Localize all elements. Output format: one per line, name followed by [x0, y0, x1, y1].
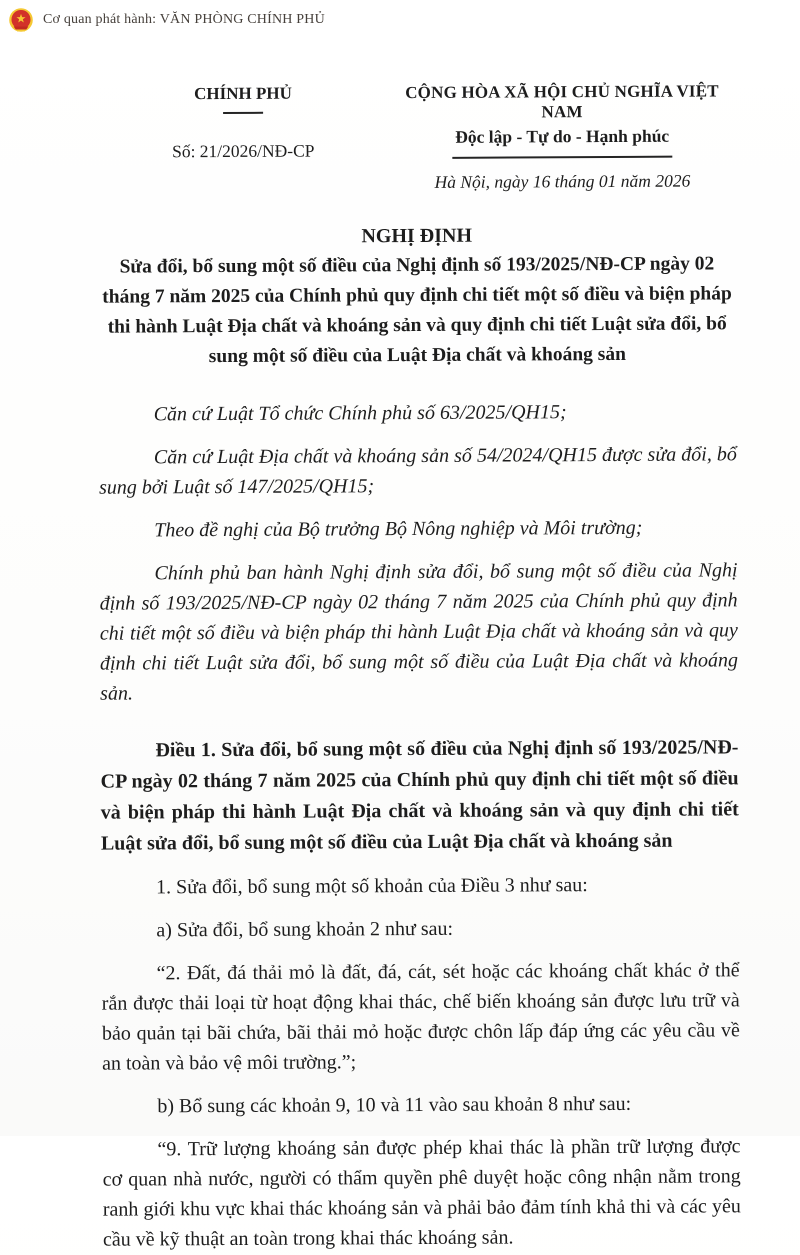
vietnam-national-emblem-icon [8, 7, 34, 33]
issuer-bar-label: Cơ quan phát hành: VĂN PHÒNG CHÍNH PHỦ [43, 12, 325, 27]
article-1-point-a: a) Sửa đổi, bổ sung khoản 2 như sau: [156, 917, 454, 942]
document-type-title: NGHỊ ĐỊNH [361, 224, 473, 248]
preamble-paragraph-2: Căn cứ Luật Địa chất và khoáng sản số 54/2024/QH15 được sửa đổi, bổ sung bởi Luật số 147/2025/QH15; [98, 443, 737, 499]
article-1-heading: Điều 1. Sửa đổi, bổ sung một số điều của Nghị định số 193/2025/NĐ-CP ngày 02 tháng 7 năm 2025 của Chính phủ quy định chi tiết một số điều và biện pháp thi hành Luật Địa chất và khoáng sản và quy định chi tiết Luật sửa đổi, bổ sung một số điều của Luật Địa chất và khoáng sản [100, 736, 739, 855]
article-1-quoted-clause-9: “9. Trữ lượng khoáng sản được phép khai thác là phần trữ lượng được cơ quan nhà nước, người có thẩm quyền phê duyệt hoặc công nhận nằm trong ranh giới khu vực khai thác khoáng sản và phải bảo đảm tính khả thi và các yêu cầu về kỹ thuật an toàn trong khai thác khoáng sản. [102, 1135, 741, 1251]
national-motto: Độc lập - Tự do - Hạnh phúc [455, 125, 670, 147]
document-title-block [98, 223, 737, 372]
national-title: CỘNG HÒA XÃ HỘI CHỦ NGHĨA VIỆT NAM [405, 81, 719, 122]
document-number: Số: 21/2026/NĐ-CP [172, 140, 315, 162]
article-1-clause-1: 1. Sửa đổi, bổ sung một số khoản của Điều 3 như sau: [156, 874, 588, 899]
document-header [97, 81, 736, 194]
issuing-authority: CHÍNH PHỦ [194, 83, 292, 104]
header-left-column [97, 83, 390, 195]
place-and-date: Hà Nội, ngày 16 tháng 01 năm 2026 [434, 170, 691, 192]
authority-divider-line [223, 112, 263, 114]
article-1-quoted-clause-2: “2. Đất, đá thải mỏ là đất, đá, cát, sét hoặc các khoáng chất khác ở thể rắn được thải loại từ hoạt động khai thác, chế biến khoáng sản được lưu trữ và bảo quản tại bãi chứa, bãi thải mỏ hoặc được chôn lấp đáp ứng các yêu cầu về an toàn và bảo vệ môi trường.”; [101, 959, 740, 1075]
header-right-column [389, 81, 736, 193]
motto-divider-line [452, 156, 672, 159]
issuer-bar [0, 0, 800, 35]
preamble-paragraph-3: Theo đề nghị của Bộ trưởng Bộ Nông nghiệp và Môi trường; [154, 516, 643, 542]
preamble-paragraph-4: Chính phủ ban hành Nghị định sửa đổi, bổ sung một số điều của Nghị định số 193/2025/NĐ-CP ngày 02 tháng 7 năm 2025 của Chính phủ quy định chi tiết một số điều và biện pháp thi hành Luật Địa chất và khoáng sản và quy định chi tiết Luật sửa đổi, bổ sung một số điều của Luật Địa chất và khoáng sản. [99, 559, 739, 705]
document-subtitle: Sửa đổi, bổ sung một số điều của Nghị định số 193/2025/NĐ-CP ngày 02 tháng 7 năm 2025 của Chính phủ quy định chi tiết một số điều và biện pháp thi hành Luật Địa chất và khoáng sản và quy định chi tiết Luật sửa đổi, bổ sung một số điều của Luật Địa chất và khoáng sản [102, 253, 732, 368]
preamble-paragraph-1: Căn cứ Luật Tổ chức Chính phủ số 63/2025/QH15; [153, 401, 567, 426]
article-1-point-b: b) Bổ sung các khoản 9, 10 và 11 vào sau khoản 8 như sau: [157, 1092, 632, 1118]
document-body [97, 81, 741, 1254]
